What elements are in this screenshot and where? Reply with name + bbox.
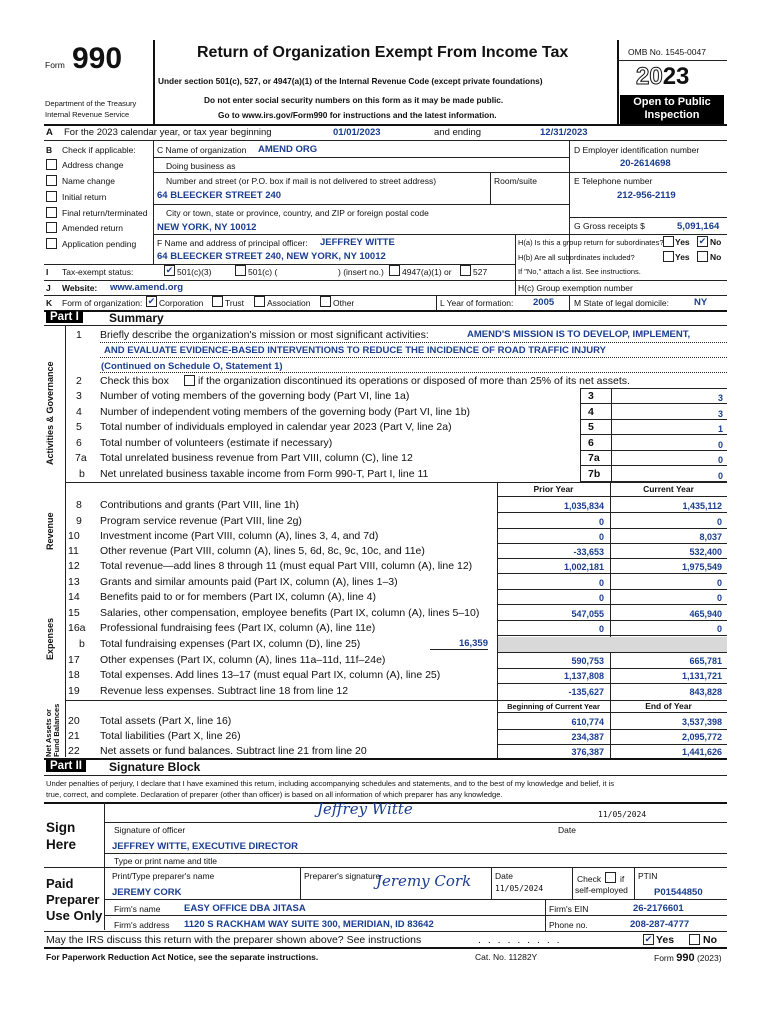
principal-officer-name[interactable]: JEFFREY WITTE	[320, 237, 395, 248]
group-return-no-label: No	[710, 237, 722, 247]
ag-line-text: Total number of individuals employed in calendar year 2023 (Part V, line 2a)	[100, 421, 452, 433]
phone-label: Phone no.	[549, 920, 588, 930]
line16b-value[interactable]: 16,359	[430, 638, 488, 650]
fin-line-text: Investment income (Part VIII, column (A), lines 3, 4, and 7d)	[100, 530, 379, 542]
ag-line-box: 7b	[588, 468, 601, 480]
name-title-label: Type or print name and title	[114, 856, 218, 866]
officer-signature[interactable]: Jeffrey Witte	[317, 800, 413, 818]
prior-year-value[interactable]: 1,035,834	[563, 501, 604, 511]
group-return-yes-label: Yes	[675, 237, 690, 247]
501c-label: 501(c) (	[248, 267, 278, 277]
side-expenses: Expenses	[45, 617, 55, 660]
ag-line-box: 7a	[588, 452, 600, 464]
telephone-label: E Telephone number	[574, 176, 653, 186]
year-formation-label: L Year of formation:	[440, 298, 514, 308]
paid-preparer-3: Use Only	[46, 908, 103, 923]
application-pending-label: Application pending	[62, 239, 137, 249]
sign-here-2: Here	[46, 837, 77, 852]
current-year-value[interactable]: 1,131,721	[681, 671, 722, 681]
tax-year-end: 12/31/2023	[540, 127, 588, 138]
group-exemption-label: H(c) Group exemption number	[518, 283, 633, 293]
line16b-shade	[498, 637, 727, 652]
group-return-yes-checkbox[interactable]	[663, 236, 674, 247]
net-line-text: Total assets (Part X, line 16)	[100, 715, 232, 727]
prior-year-value[interactable]: 547,055	[571, 609, 604, 619]
fin-line-text: Grants and similar amounts paid (Part IX, column (A), lines 1–3)	[100, 576, 398, 588]
state-domicile-value[interactable]: NY	[694, 297, 708, 308]
prior-year-value[interactable]: -135,627	[568, 687, 604, 697]
prior-year-value[interactable]: 1,002,181	[563, 562, 604, 572]
principal-officer-address[interactable]: 64 BLEECKER STREET 240, NEW YORK, NY 10012	[157, 251, 386, 262]
row-a-text: For the 2023 calendar year, or tax year beginning	[64, 127, 272, 138]
net-line-num: 21	[68, 730, 80, 742]
amended-return-label: Amended return	[62, 223, 123, 233]
association-label: Association	[267, 298, 311, 308]
ag-line-text: Total number of volunteers (estimate if necessary)	[100, 437, 333, 449]
501c-checkbox[interactable]	[235, 265, 246, 276]
instruction-url: Go to www.irs.gov/Form990 for instructions and the latest information.	[218, 110, 497, 120]
fin-line-text: Revenue less expenses. Subtract line 18 from line 12	[100, 685, 349, 697]
city-label: City or town, state or province, country, and ZIP or foreign postal code	[166, 208, 429, 218]
firm-address[interactable]: 1120 S RACKHAM WAY SUITE 300, MERIDIAN, ID 83642	[184, 919, 434, 930]
ag-line-num: 5	[76, 421, 82, 433]
line2-text-a: Check this box	[100, 375, 169, 387]
current-year-value[interactable]: 1,435,112	[682, 501, 722, 511]
org-street[interactable]: 64 BLEECKER STREET 240	[157, 190, 282, 201]
line16b-num: b	[79, 638, 85, 650]
preparer-signature[interactable]: Jeremy Cork	[376, 872, 472, 890]
other-label: Other	[333, 298, 355, 308]
prior-year-value[interactable]: 0	[598, 532, 604, 542]
ag-line-num: 3	[76, 390, 82, 402]
room-suite-label: Room/suite	[494, 176, 537, 186]
current-year-value[interactable]: 665,781	[689, 656, 722, 666]
preparer-signature-label: Preparer's signature	[304, 871, 381, 881]
fin-line-num: 16a	[68, 622, 86, 634]
discuss-yes-checkbox[interactable]: ✔	[644, 934, 653, 944]
current-year-value[interactable]: 1,975,549	[681, 562, 722, 572]
initial-return-label: Initial return	[62, 192, 107, 202]
omb-number: OMB No. 1545-0047	[628, 47, 706, 57]
beginning-year-value[interactable]: 234,387	[571, 732, 604, 742]
group-return-question: H(a) Is this a group return for subordinates?	[518, 238, 664, 247]
fin-line-num: 15	[68, 607, 80, 619]
ag-line-box: 5	[588, 421, 594, 433]
ptin-label: PTIN	[638, 871, 658, 881]
name-change-checkbox[interactable]	[46, 175, 57, 186]
ag-line-value[interactable]: 3	[717, 393, 723, 403]
fin-line-num: 13	[68, 576, 80, 588]
mission-line1[interactable]: AMEND'S MISSION IS TO DEVELOP, IMPLEMENT,	[467, 329, 691, 340]
other-checkbox[interactable]	[320, 296, 331, 307]
subordinates-no-label: No	[710, 252, 722, 262]
ag-line-value[interactable]: 0	[717, 471, 723, 481]
ag-line-value[interactable]: 0	[717, 455, 723, 465]
row-k-label: K	[46, 298, 53, 308]
current-year-value[interactable]: 532,400	[689, 547, 722, 557]
net-line-num: 22	[68, 745, 80, 757]
ag-line-text: Number of voting members of the governing body (Part VI, line 1a)	[100, 390, 410, 402]
irs-label: Internal Revenue Service	[45, 110, 130, 119]
line2-num: 2	[76, 375, 82, 387]
beginning-year-value[interactable]: 376,387	[571, 747, 604, 757]
sign-date-label: Date	[558, 825, 576, 835]
line1-text: Briefly describe the organization's mission or most significant activities:	[100, 329, 429, 341]
fin-line-num: 17	[68, 654, 80, 666]
final-return-label: Final return/terminated	[62, 208, 148, 218]
fin-line-num: 12	[68, 560, 80, 572]
dba-label: Doing business as	[166, 161, 236, 171]
form-subtitle: Under section 501(c), 527, or 4947(a)(1) of the Internal Revenue Code (except private foundations)	[158, 76, 543, 86]
preparer-name-label: Print/Type preparer's name	[112, 871, 215, 881]
current-year-value[interactable]: 0	[716, 624, 722, 634]
discuss-no-checkbox[interactable]	[689, 934, 700, 945]
ag-line-box: 6	[588, 437, 594, 449]
prior-year-value[interactable]: 0	[598, 624, 604, 634]
discuss-yes-label: Yes	[656, 934, 675, 946]
insert-no-label: ) (insert no.)	[338, 267, 384, 277]
fin-line-text: Contributions and grants (Part VIII, line 1h)	[100, 499, 300, 511]
ag-line-box: 4	[588, 406, 594, 418]
subordinates-yes-checkbox[interactable]	[663, 251, 674, 262]
and-ending-label: and ending	[434, 127, 482, 138]
ag-line-num: 4	[76, 406, 82, 418]
prior-year-value[interactable]: 0	[598, 578, 604, 588]
officer-sign-date[interactable]: 11/05/2024	[598, 810, 647, 819]
ag-line-text: Number of independent voting members of the governing body (Part VI, line 1b)	[100, 406, 471, 418]
fin-line-text: Other revenue (Part VIII, column (A), lines 5, 6d, 8c, 9c, 10c, and 11e)	[100, 545, 425, 557]
fin-line-text: Benefits paid to or for members (Part IX, column (A), line 4)	[100, 591, 377, 603]
address-change-label: Address change	[62, 160, 124, 170]
ag-line-num: b	[79, 468, 85, 480]
current-year-value[interactable]: 843,828	[689, 687, 722, 697]
prior-year-value[interactable]: -33,653	[573, 547, 604, 557]
initial-return-checkbox[interactable]	[46, 191, 57, 202]
perjury-statement-1: Under penalties of perjury, I declare that I have examined this return, including accompanying schedules and statements, and to the best of my knowledge and belief, it is	[46, 779, 615, 788]
part2-title: Signature Block	[109, 760, 201, 774]
org-city[interactable]: NEW YORK, NY 10012	[157, 222, 257, 233]
sign-here-1: Sign	[46, 820, 76, 835]
self-employed-checkbox[interactable]	[605, 872, 616, 883]
ag-line-text: Total unrelated business revenue from Part VIII, column (C), line 12	[100, 452, 413, 464]
discuss-no-label: No	[703, 934, 717, 946]
paid-preparer-2: Preparer	[46, 892, 100, 907]
fin-line-text: Salaries, other compensation, employee benefits (Part IX, column (A), lines 5–10)	[100, 607, 480, 619]
firm-ein-label: Firm's EIN	[549, 904, 589, 914]
amended-return-checkbox[interactable]	[46, 222, 57, 233]
side-activities-governance: Activities & Governance	[45, 361, 55, 465]
officer-name-title[interactable]: JEFFREY WITTE, EXECUTIVE DIRECTOR	[112, 841, 298, 852]
preparer-date[interactable]: 11/05/2024	[495, 884, 544, 893]
part1-label: Part I	[46, 311, 83, 323]
form-label: Form	[45, 60, 65, 70]
fin-line-text: Professional fundraising fees (Part IX, column (A), line 11e)	[100, 622, 376, 634]
tax-year: 2023	[636, 63, 690, 90]
4947-label: 4947(a)(1) or	[402, 267, 452, 277]
check-if-label: if	[620, 874, 625, 884]
address-change-checkbox[interactable]	[46, 159, 57, 170]
current-year-value[interactable]: 0	[716, 517, 722, 527]
self-employed-label: self-employed	[575, 885, 628, 895]
4947-checkbox[interactable]	[389, 265, 400, 276]
net-line-text: Total liabilities (Part X, line 26)	[100, 730, 241, 742]
subordinates-question: H(b) Are all subordinates included?	[518, 253, 635, 262]
ag-line-box: 3	[588, 390, 594, 402]
row-j-label: J	[46, 283, 51, 293]
fin-line-text: Program service revenue (Part VIII, line 2g)	[100, 515, 302, 527]
association-checkbox[interactable]	[254, 296, 265, 307]
principal-officer-label: F Name and address of principal officer:	[157, 238, 308, 248]
trust-label: Trust	[225, 298, 245, 308]
fin-line-num: 19	[68, 685, 80, 697]
fin-line-text: Total expenses. Add lines 13–17 (must equal Part IX, column (A), line 25)	[100, 669, 441, 681]
ag-line-value[interactable]: 1	[717, 424, 723, 434]
firm-phone[interactable]: 208-287-4777	[630, 919, 690, 930]
preparer-name[interactable]: JEREMY CORK	[112, 887, 182, 898]
end-of-year-header: End of Year	[645, 701, 692, 711]
current-year-value[interactable]: 0	[716, 578, 722, 588]
tax-year-begin: 01/01/2023	[333, 127, 381, 138]
side-revenue: Revenue	[45, 512, 55, 550]
501c3-checkbox[interactable]: ✔	[165, 265, 174, 275]
website-label: Website:	[62, 283, 98, 293]
prior-year-header: Prior Year	[533, 484, 574, 494]
ag-line-num: 7a	[75, 452, 87, 464]
perjury-statement-2: true, correct, and complete. Declaration of preparer (other than officer) is based on all information of which preparer has any knowledge.	[46, 790, 503, 799]
prior-year-value[interactable]: 0	[598, 517, 604, 527]
net-line-num: 20	[68, 715, 80, 727]
telephone-value[interactable]: 212-956-2119	[617, 190, 676, 201]
instruction-ssn: Do not enter social security numbers on this form as it may be made public.	[204, 95, 504, 105]
ein-value[interactable]: 20-2614698	[620, 158, 671, 169]
gross-receipts-label: G Gross receipts $	[574, 221, 645, 231]
ag-line-num: 6	[76, 437, 82, 449]
org-name[interactable]: AMEND ORG	[258, 144, 318, 155]
fin-line-num: 18	[68, 669, 80, 681]
prior-year-value[interactable]: 0	[598, 593, 604, 603]
part2-label: Part II	[46, 760, 86, 772]
discuss-dots: . . . . . . . . .	[478, 934, 562, 946]
group-return-no-checkbox[interactable]: ✔	[698, 236, 707, 246]
net-line-text: Net assets or fund balances. Subtract line 21 from line 20	[100, 745, 367, 757]
state-domicile-label: M State of legal domicile:	[574, 298, 669, 308]
fin-line-num: 9	[76, 515, 82, 527]
corporation-label: Corporation	[159, 298, 204, 308]
section-b-label: B	[46, 145, 53, 155]
name-change-label: Name change	[62, 176, 115, 186]
final-return-checkbox[interactable]	[46, 207, 57, 218]
website-value[interactable]: www.amend.org	[110, 282, 184, 293]
firm-address-label: Firm's address	[114, 920, 170, 930]
form-of-org-label: Form of organization:	[62, 298, 143, 308]
fin-line-num: 8	[76, 499, 82, 511]
part1-title: Summary	[109, 311, 164, 325]
527-label: 527	[473, 267, 488, 277]
current-year-header: Current Year	[643, 484, 694, 494]
footer-paperwork: For Paperwork Reduction Act Notice, see the separate instructions.	[46, 952, 319, 962]
tax-exempt-status-label: Tax-exempt status:	[62, 267, 134, 277]
org-name-label: C Name of organization	[157, 145, 247, 155]
footer-form: Form 990 (2023)	[654, 952, 722, 964]
paid-preparer-1: Paid	[46, 876, 74, 891]
end-of-year-value[interactable]: 2,095,772	[681, 732, 722, 742]
line16b-text: Total fundraising expenses (Part IX, column (D), line 25)	[100, 638, 361, 650]
application-pending-checkbox[interactable]	[46, 238, 57, 249]
ag-line-value[interactable]: 3	[717, 409, 723, 419]
current-year-value[interactable]: 8,037	[699, 532, 722, 542]
side-net-assets: Net Assets or Fund Balances	[44, 703, 61, 757]
prior-year-value[interactable]: 590,753	[571, 656, 604, 666]
fin-line-text: Total revenue—add lines 8 through 11 (must equal Part VIII, column (A), line 12)	[100, 560, 473, 572]
subordinates-no-checkbox[interactable]	[697, 251, 708, 262]
corporation-checkbox[interactable]: ✔	[147, 296, 156, 306]
501c3-label: 501(c)(3)	[177, 267, 212, 277]
firm-name[interactable]: EASY OFFICE DBA JITASA	[184, 903, 306, 914]
fin-line-num: 14	[68, 591, 80, 603]
street-label: Number and street (or P.O. box if mail is not delivered to street address)	[166, 176, 437, 186]
fin-line-text: Other expenses (Part IX, column (A), lines 11a–11d, 11f–24e)	[100, 654, 386, 666]
subordinates-note: If "No," attach a list. See instructions.	[518, 267, 641, 276]
form-title: Return of Organization Exempt From Income Tax	[197, 44, 569, 61]
end-of-year-value[interactable]: 3,537,398	[681, 717, 722, 727]
check-label: Check	[577, 874, 602, 884]
prior-year-value[interactable]: 1,137,808	[563, 671, 604, 681]
signature-officer-label: Signature of officer	[114, 825, 186, 835]
ptin-value[interactable]: P01544850	[654, 887, 703, 898]
fin-line-num: 10	[68, 530, 80, 542]
line2-text-b: if the organization discontinued its operations or disposed of more than 25% of its net assets.	[198, 375, 630, 387]
beginning-year-value[interactable]: 610,774	[571, 717, 604, 727]
527-checkbox[interactable]	[460, 265, 471, 276]
line1-num: 1	[76, 329, 82, 341]
mission-line2[interactable]: AND EVALUATE EVIDENCE-BASED INTERVENTIONS TO REDUCE THE INCIDENCE OF ROAD TRAFFIC INJURY	[104, 345, 606, 356]
form-number: 990	[72, 42, 123, 75]
ag-line-text: Net unrelated business taxable income from Form 990-T, Part I, line 11	[100, 468, 429, 480]
footer-cat-no: Cat. No. 11282Y	[475, 952, 538, 962]
open-public-text: Open to Public	[633, 96, 711, 108]
discuss-question: May the IRS discuss this return with the preparer shown above? See instructions	[46, 934, 422, 946]
subordinates-yes-label: Yes	[675, 252, 690, 262]
firm-ein[interactable]: 26-2176601	[633, 903, 684, 914]
beginning-year-header: Beginning of Current Year	[507, 702, 600, 711]
ein-label: D Employer identification number	[574, 145, 700, 155]
trust-checkbox[interactable]	[212, 296, 223, 307]
dept-treasury: Department of the Treasury	[45, 99, 137, 108]
fin-line-num: 11	[68, 545, 79, 557]
current-year-value[interactable]: 465,940	[689, 609, 722, 619]
row-a-label: A	[46, 127, 53, 138]
row-i-label: I	[46, 267, 49, 277]
end-of-year-value[interactable]: 1,441,626	[681, 747, 722, 757]
gross-receipts-value[interactable]: 5,091,164	[677, 221, 720, 232]
firm-name-label: Firm's name	[114, 904, 161, 914]
mission-continued[interactable]: (Continued on Schedule O, Statement 1)	[101, 361, 283, 372]
discontinued-checkbox[interactable]	[184, 375, 195, 386]
preparer-date-label: Date	[495, 871, 513, 881]
year-formation-value[interactable]: 2005	[533, 297, 555, 308]
ag-line-value[interactable]: 0	[717, 440, 723, 450]
current-year-value[interactable]: 0	[716, 593, 722, 603]
section-b-title: Check if applicable:	[62, 145, 136, 155]
inspection-text: Inspection	[644, 109, 700, 121]
